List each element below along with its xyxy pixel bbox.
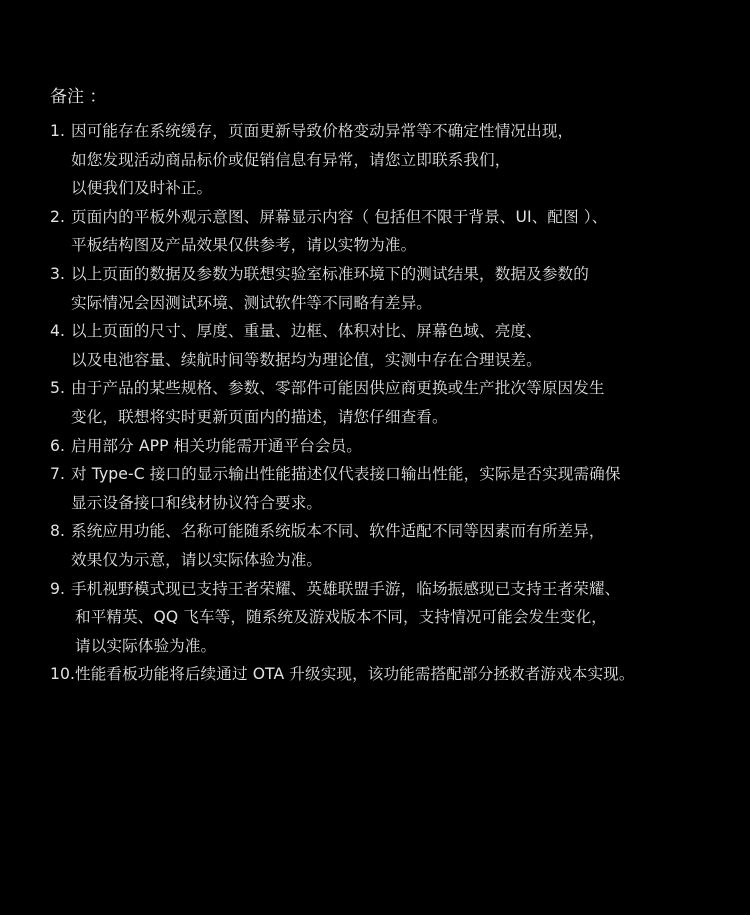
note-text-line: 因可能存在系统缓存，页面更新导致价格变动异常等不确定性情况出现， [71,122,574,140]
note-text-line: 以上页面的尺寸、厚度、重量、边框、体积对比、屏幕色域、亮度、 [71,322,542,341]
note-number: 9. [50,579,66,598]
note-number: 4. [50,322,66,341]
note-text-line: 和平精英、QQ 飞车等，随系统及游戏版本不同，支持情况可能会发生变化， [75,608,608,627]
notes-title: 备注 ： [50,87,107,107]
note-text-line: 由于产品的某些规格、参数、零部件可能因供应商更换或生产批次等原因发生 [71,379,605,398]
note-text-line: 页面内的平板外观示意图、屏幕显示内容（ 包括但不限于背景、UI、配图 ）、 [71,207,608,226]
note-number: 10. [50,665,76,684]
note-number: 3. [50,265,66,283]
note-text-line: 如您发现活动商品标价或促销信息有异常，请您立即联系我们， [71,150,511,169]
note-text-line: 以上页面的数据及参数为联想实验室标准环境下的测试结果，数据及参数的 [71,265,589,283]
note-text-line: 以便我们及时补正。 [71,179,213,198]
note-text-line: 以及电池容量、续航时间等数据均为理论值，实测中存在合理误差。 [71,350,542,369]
note-text-line: 请以实际体验为准。 [75,636,217,655]
note-text-line: 系统应用功能、名称可能随系统版本不同、软件适配不同等因素而有所差异， [71,522,605,541]
note-text-line: 性能看板功能将后续通过 OTA 升级实现，该功能需搭配部分拯救者游戏本实现。 [75,665,635,684]
note-number: 8. [50,522,66,541]
note-number: 5. [50,379,66,398]
note-text-line: 启用部分 APP 相关功能需开通平台会员。 [71,436,362,455]
note-text-line: 变化，联想将实时更新页面内的描述，请您仔细查看。 [71,408,448,426]
note-text-line: 平板结构图及产品效果仅供参考，请以实物为准。 [71,236,417,255]
note-text-line: 效果仅为示意，请以实际体验为准。 [71,551,323,569]
note-text-line: 显示设备接口和线材协议符合要求。 [71,493,323,512]
note-text-line: 实际情况会因测试环境、测试软件等不同略有差异。 [71,293,432,312]
note-number: 2. [50,207,66,226]
note-text-line: 对 Type-C 接口的显示输出性能描述仅代表接口输出性能，实际是否实现需确保 [71,465,621,484]
note-number: 6. [50,436,66,455]
note-number: 7. [50,465,66,484]
note-text-line: 手机视野模式现已支持王者荣耀、英雄联盟手游，临场振感现已支持王者荣耀、 [71,579,621,598]
note-number: 1. [50,122,66,140]
